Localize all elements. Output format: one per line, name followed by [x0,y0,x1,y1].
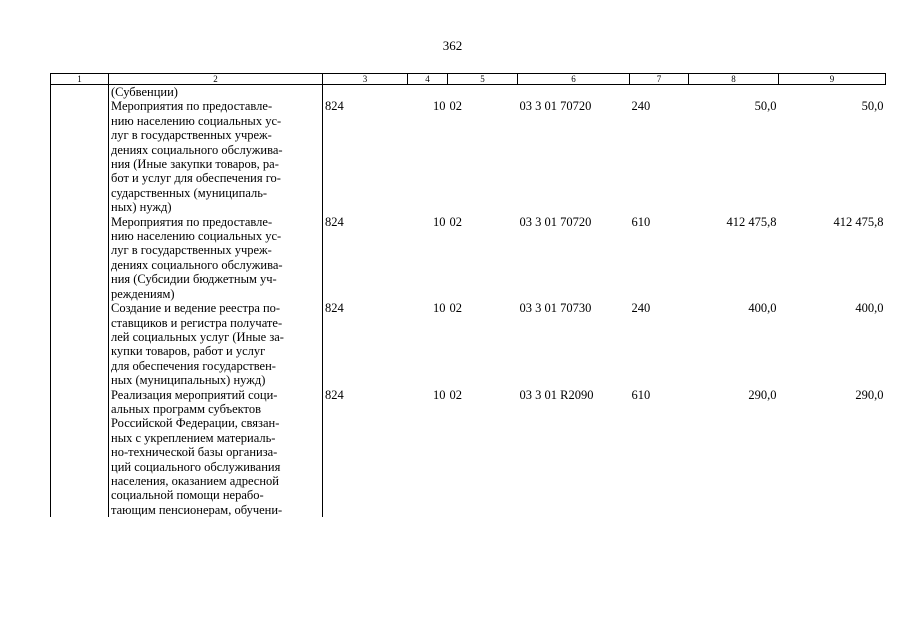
subsection-code: 02 [449,214,462,229]
row-index-cell [51,215,109,301]
amount-year-1: 290,0 [748,387,777,402]
column-number-row [51,74,886,85]
ministry-code: 824 [323,215,408,301]
subsection-code: 02 [449,387,462,402]
ministry-code: 824 [323,301,408,387]
column-header-4: 4 [408,74,448,85]
expense-type-code: 240 [631,99,651,114]
ministry-code: 824 [323,388,408,518]
column-header-8: 8 [689,74,779,85]
target-article-code: 03 3 01 R2090 [519,387,594,402]
row-index-cell [51,85,109,100]
subsection-code: 02 [449,301,462,316]
row-index-cell [51,99,109,214]
expense-name: Создание и ведение реестра по- ставщиков и регистра получате- лей социальных услуг (Иные за- купки товаров, работ и услуг для обеспечения государствен- ных (муниципальных) нужд) [109,301,323,387]
expense-type-code: 610 [631,214,651,229]
budget-table [50,73,886,517]
target-article-code: 03 3 01 70730 [519,301,592,316]
table-row [51,215,886,301]
subsection-code: 02 [449,99,462,114]
column-header-3: 3 [323,74,408,85]
table-row [51,85,886,100]
column-header-2: 2 [109,74,323,85]
column-header-7: 7 [630,74,689,85]
target-article-code: 03 3 01 70720 [519,99,592,114]
expense-name: (Субвенции) [109,85,323,100]
subsection-code [448,85,518,100]
expense-type-code: 610 [631,387,651,402]
section-code: 10 [433,214,446,229]
ministry-code [323,85,408,100]
column-header-6: 6 [518,74,630,85]
table-row [51,301,886,387]
page-number: 362 [442,38,463,53]
expense-name: Мероприятия по предоставле- нию населению социальных ус- луг в государственных учреж- дениях социального обслужива- ния (Субсидии бюджетным уч- реждениям) [109,215,323,301]
expense-name: Мероприятия по предоставле- нию населению социальных ус- луг в государственных учреж- дениях социального обслужива- ния (Иные закупки товаров, ра- бот и услуг для обеспечения го- сударственных (муниципаль- ных) нужд) [109,99,323,214]
amount-year-1 [689,85,779,100]
amount-year-2: 400,0 [855,301,884,316]
target-article-code: 03 3 01 70720 [519,214,592,229]
expense-type-code [630,85,689,100]
section-code [408,85,448,100]
amount-year-2 [779,85,886,100]
amount-year-1: 400,0 [748,301,777,316]
target-article-code [518,85,630,100]
amount-year-2: 412 475,8 [833,214,884,229]
column-header-5: 5 [448,74,518,85]
section-code: 10 [433,387,446,402]
amount-year-2: 50,0 [861,99,884,114]
table-row [51,388,886,518]
section-code: 10 [433,99,446,114]
column-header-1: 1 [51,74,109,85]
expense-name: Реализация мероприятий соци- альных программ субъектов Российской Федерации, связан- ных с укреплением материаль- но-технической базы организа- ций социального обслуживания населения, оказанием адресной социальной помощи нерабо- тающим пенсионерам, обучени- [109,388,323,518]
amount-year-2: 290,0 [855,387,884,402]
amount-year-1: 50,0 [754,99,777,114]
row-index-cell [51,388,109,518]
section-code: 10 [433,301,446,316]
column-header-9: 9 [779,74,886,85]
ministry-code: 824 [323,99,408,214]
table-row [51,99,886,214]
amount-year-1: 412 475,8 [726,214,777,229]
row-index-cell [51,301,109,387]
expense-type-code: 240 [631,301,651,316]
